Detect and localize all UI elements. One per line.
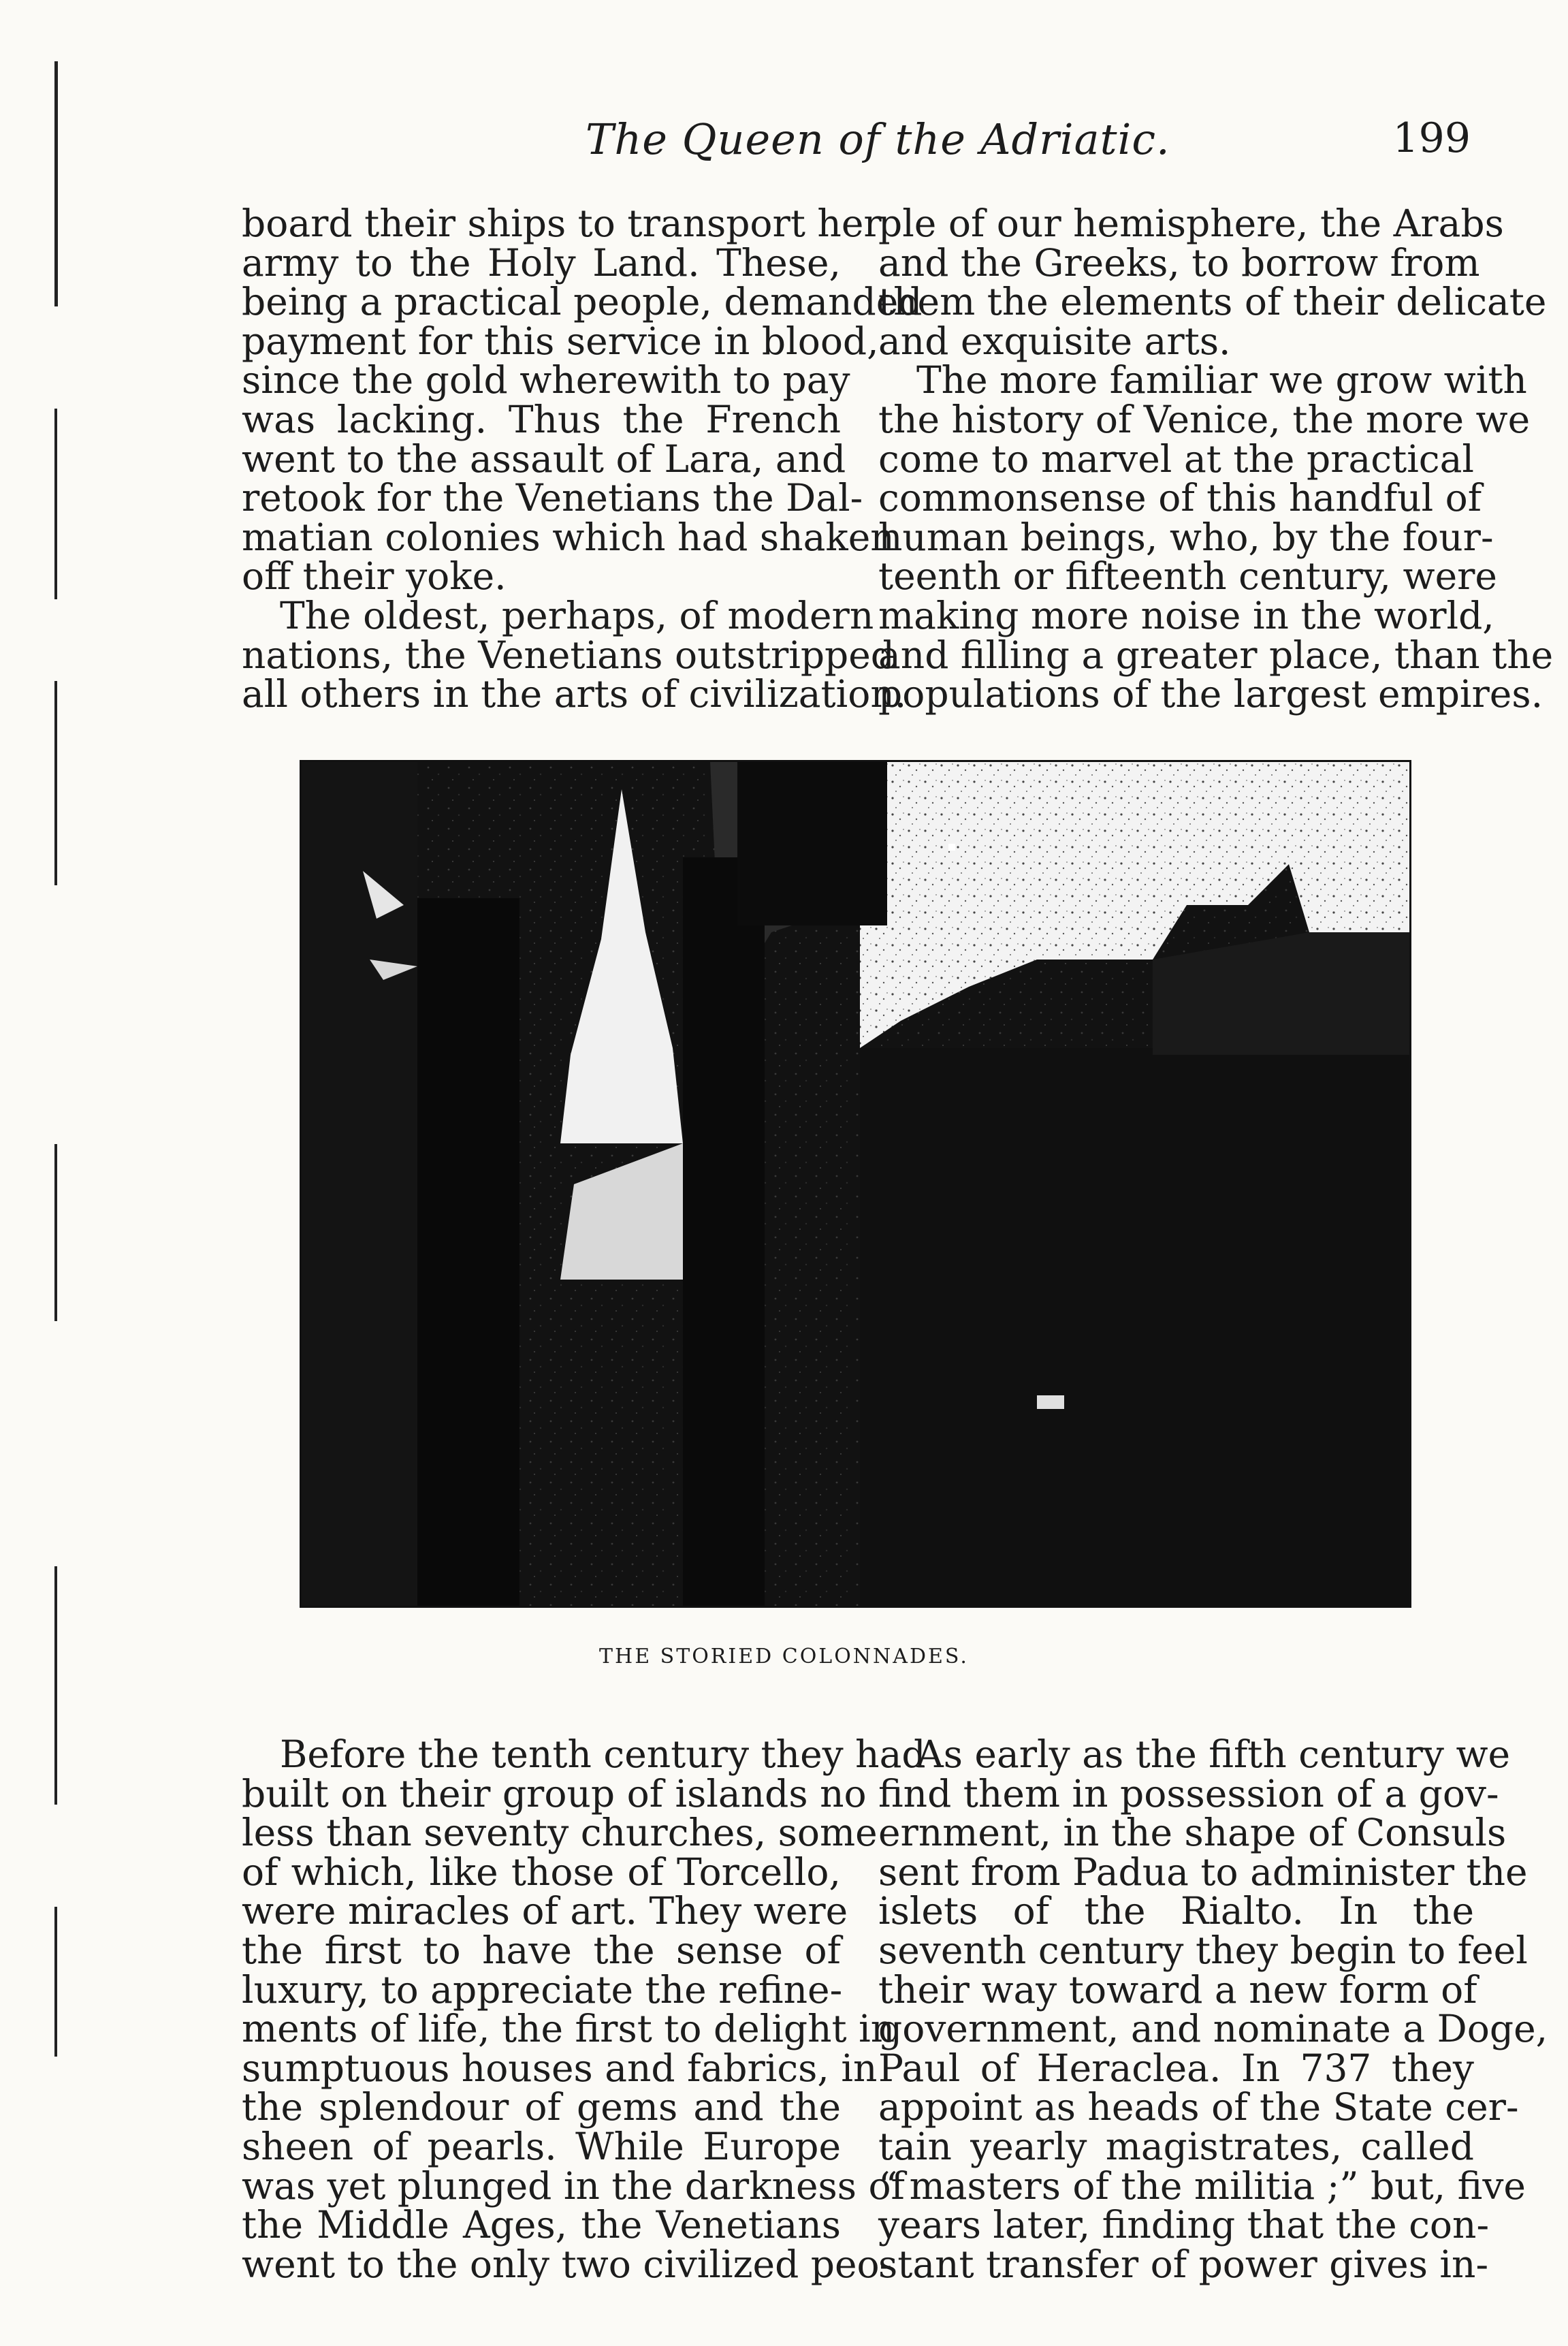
text-line: teenth or fifteenth century, were xyxy=(878,554,1497,599)
text-line: off their yoke. xyxy=(242,554,507,599)
text-line: army to the Holy Land. These, xyxy=(242,240,841,285)
text-line: luxury, to appreciate the refine- xyxy=(242,1967,843,2012)
figure-caption: THE STORIED COLONNADES. xyxy=(599,1645,969,1668)
scan-edge-line xyxy=(54,409,57,599)
text-line: tain yearly magistrates, called xyxy=(878,2124,1474,2168)
text-line: appoint as heads of the State cer- xyxy=(878,2085,1519,2129)
text-line: the history of Venice, the more we xyxy=(878,397,1531,441)
scan-edge-line xyxy=(54,1144,57,1321)
text-line: government, and nominate a Doge, xyxy=(878,2007,1548,2051)
text-line: was yet plunged in the darkness of xyxy=(242,2163,905,2208)
text-line: since the gold wherewith to pay xyxy=(242,358,850,402)
text-line: went to the assault of Lara, and xyxy=(242,437,846,481)
text-line: “ masters of the militia ;” but, five xyxy=(878,2163,1526,2208)
running-title: The Queen of the Adriatic. xyxy=(586,114,1170,164)
text-line: The oldest, perhaps, of modern xyxy=(280,593,874,637)
text-line: human beings, who, by the four- xyxy=(878,515,1494,559)
text-line: Paul of Heraclea. In 737 they xyxy=(878,2046,1474,2090)
text-line: them the elements of their delicate xyxy=(878,280,1547,324)
text-line: ernment, in the shape of Consuls xyxy=(878,1811,1507,1855)
text-line: sent from Padua to administer the xyxy=(878,1850,1528,1894)
text-line: nations, the Venetians outstripped xyxy=(242,633,895,677)
text-line: were miracles of art. They were xyxy=(242,1889,848,1933)
scan-edge-line xyxy=(54,1907,57,2057)
text-line: of which, like those of Torcello, xyxy=(242,1850,841,1894)
text-line: find them in possession of a gov- xyxy=(878,1771,1499,1816)
text-line: the Middle Ages, the Venetians xyxy=(242,2203,841,2247)
scan-edge-line xyxy=(54,1566,57,1805)
paragraph xyxy=(242,593,907,716)
text-line: and the Greeks, to borrow from xyxy=(878,240,1480,285)
text-line: went to the only two civilized peo- xyxy=(242,2242,893,2286)
text-line: As early as the fifth century we xyxy=(916,1732,1511,1776)
colonnade-photograph xyxy=(300,760,1411,1608)
text-line: ments of life, the first to delight in xyxy=(242,2007,895,2051)
scan-edge-line xyxy=(54,61,58,306)
text-line: and filling a greater place, than the xyxy=(878,633,1554,677)
text-line: ple of our hemisphere, the Arabs xyxy=(878,202,1504,245)
text-line: matian colonies which had shaken xyxy=(242,515,895,559)
paragraph xyxy=(242,202,923,599)
text-line: The more familiar we grow with xyxy=(916,358,1527,402)
text-line: and exquisite arts. xyxy=(878,319,1231,363)
text-line: years later, finding that the con- xyxy=(878,2203,1490,2247)
text-line: making more noise in the world, xyxy=(878,593,1494,637)
bottom-right-column xyxy=(878,1732,1548,2286)
text-line: come to marvel at the practical xyxy=(878,437,1474,481)
text-line: board their ships to transport her xyxy=(242,202,882,245)
text-line: built on their group of islands no xyxy=(242,1771,867,1816)
running-header xyxy=(231,114,1471,169)
top-left-column xyxy=(242,202,923,716)
text-line: was lacking. Thus the French xyxy=(242,397,841,441)
text-line: retook for the Venetians the Dal- xyxy=(242,476,863,520)
text-line: the splendour of gems and the xyxy=(242,2085,841,2129)
scan-edge-line xyxy=(54,681,57,885)
text-line: sheen of pearls. While Europe xyxy=(242,2124,841,2168)
text-line: sumptuous houses and fabrics, in xyxy=(242,2046,878,2090)
text-line: seventh century they begin to feel xyxy=(878,1928,1528,1972)
text-line: being a practical people, demanded xyxy=(242,280,923,324)
text-line: islets of the Rialto. In the xyxy=(878,1889,1474,1933)
text-line: populations of the largest empires. xyxy=(878,672,1543,716)
text-line: less than seventy churches, some xyxy=(242,1811,878,1855)
text-line: commonsense of this handful of xyxy=(878,476,1482,520)
text-line: their way toward a new form of xyxy=(878,1967,1477,2012)
top-right-column xyxy=(878,202,1554,716)
paragraph xyxy=(878,202,1547,363)
text-line: stant transfer of power gives in- xyxy=(878,2242,1489,2286)
paragraph xyxy=(878,358,1554,716)
page-number: 199 xyxy=(1392,114,1471,162)
text-line: payment for this service in blood, xyxy=(242,319,879,363)
text-line: Before the tenth century they had xyxy=(280,1732,926,1776)
text-line: the first to have the sense of xyxy=(242,1928,841,1972)
bottom-left-column xyxy=(242,1732,926,2286)
photo-illustration xyxy=(302,762,1409,1606)
text-line: all others in the arts of civilization. xyxy=(242,672,907,716)
